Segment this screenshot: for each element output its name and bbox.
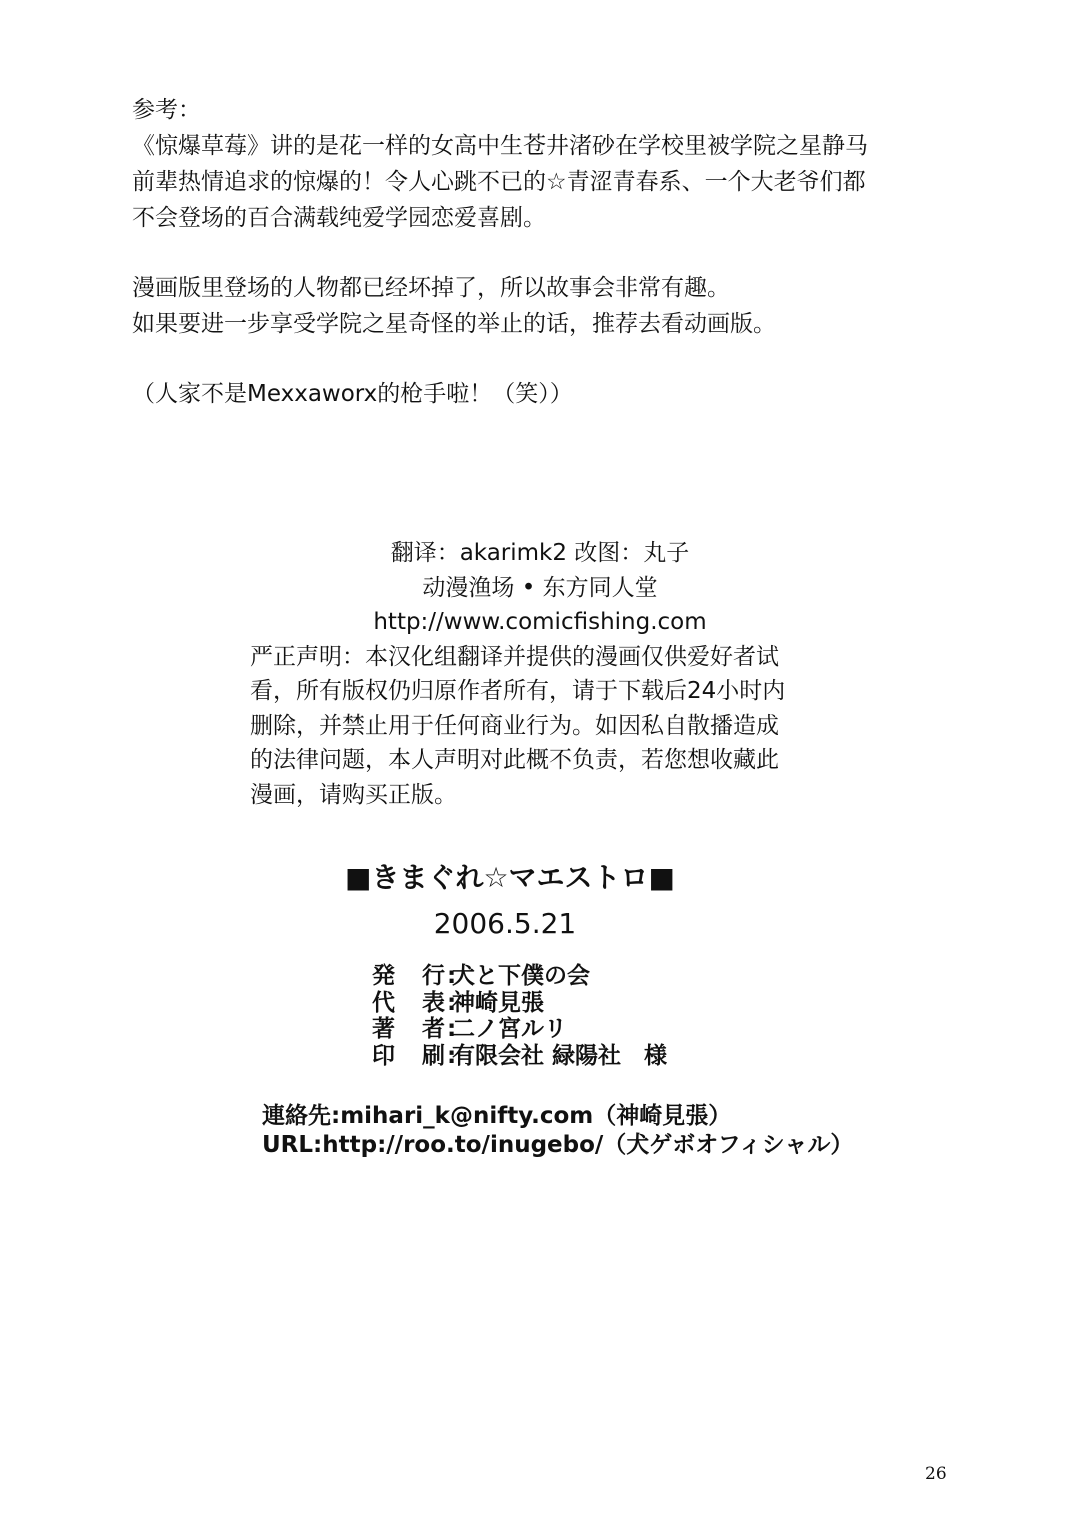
info-row — [372, 1043, 667, 1070]
info-label: 著 者: — [372, 1016, 459, 1042]
group-name: 动漫渔场 • 东方同人堂 — [422, 574, 658, 601]
info-label: 印 刷: — [372, 1042, 459, 1069]
reference-line: 不会登场的百合满载纯爱学园恋爱喜剧。 — [132, 205, 546, 231]
notice-line: 删除，并禁止用于任何商业行为。如因私自散播造成 — [250, 712, 779, 739]
notice-line: 看，所有版权仍归原作者所有，请于下载后24小时内 — [250, 678, 786, 704]
info-row — [372, 990, 667, 1017]
reference-line: 漫画版里登场的人物都已经坏掉了，所以故事会非常有趣。 — [132, 275, 730, 301]
reference-line: 前辈热情追求的惊爆的！令人心跳不已的☆青涩青春系、一个大老爷们都 — [132, 169, 866, 195]
translator-credit: 翻译：akarimk2 改图：丸子 — [390, 540, 690, 566]
paragraph-gap — [132, 236, 952, 270]
reference-section — [132, 92, 952, 412]
contact-email: 連絡先:mihari_k@nifty.com（神崎見張） — [262, 1103, 732, 1129]
info-label: 代 表: — [372, 989, 459, 1016]
info-value: 神崎見張 — [452, 989, 544, 1016]
contact-url: URL:http://roo.to/inugebo/（犬ゲボオフィシャル） — [262, 1132, 854, 1158]
reference-aside: （人家不是Mexxaworx的枪手啦！（笑）） — [132, 381, 573, 407]
reference-heading: 参考： — [132, 97, 201, 123]
group-url: http://www.comicfishing.com — [373, 609, 707, 635]
info-row — [372, 963, 667, 990]
paragraph-gap — [132, 342, 952, 376]
notice-line: 的法律问题，本人声明对此概不负责，若您想收藏此 — [250, 747, 779, 773]
notice-line: 漫画，请购买正版。 — [250, 781, 457, 808]
reference-line: 如果要进一步享受学院之星奇怪的举止的话，推荐去看动画版。 — [132, 311, 776, 337]
info-row — [372, 1016, 667, 1043]
book-title: ■きまぐれ☆マエストロ■ — [345, 861, 676, 894]
info-value: 二ノ宮ルリ — [452, 1016, 567, 1042]
info-value: 犬と下僕の会 — [452, 963, 590, 989]
reference-line: 《惊爆草莓》讲的是花一样的女高中生苍井渚砂在学校里被学院之星静马 — [132, 133, 868, 159]
page-number: 26 — [925, 1464, 947, 1484]
publication-info — [372, 963, 667, 1069]
info-label: 発 行: — [372, 963, 459, 989]
publish-date: 2006.5.21 — [433, 907, 577, 940]
info-value: 有限会社 緑陽社 様 — [452, 1042, 668, 1069]
notice-line: 严正声明：本汉化组翻译并提供的漫画仅供爱好者试 — [250, 643, 779, 670]
translation-credits — [250, 536, 830, 812]
contact-info — [262, 1102, 853, 1160]
